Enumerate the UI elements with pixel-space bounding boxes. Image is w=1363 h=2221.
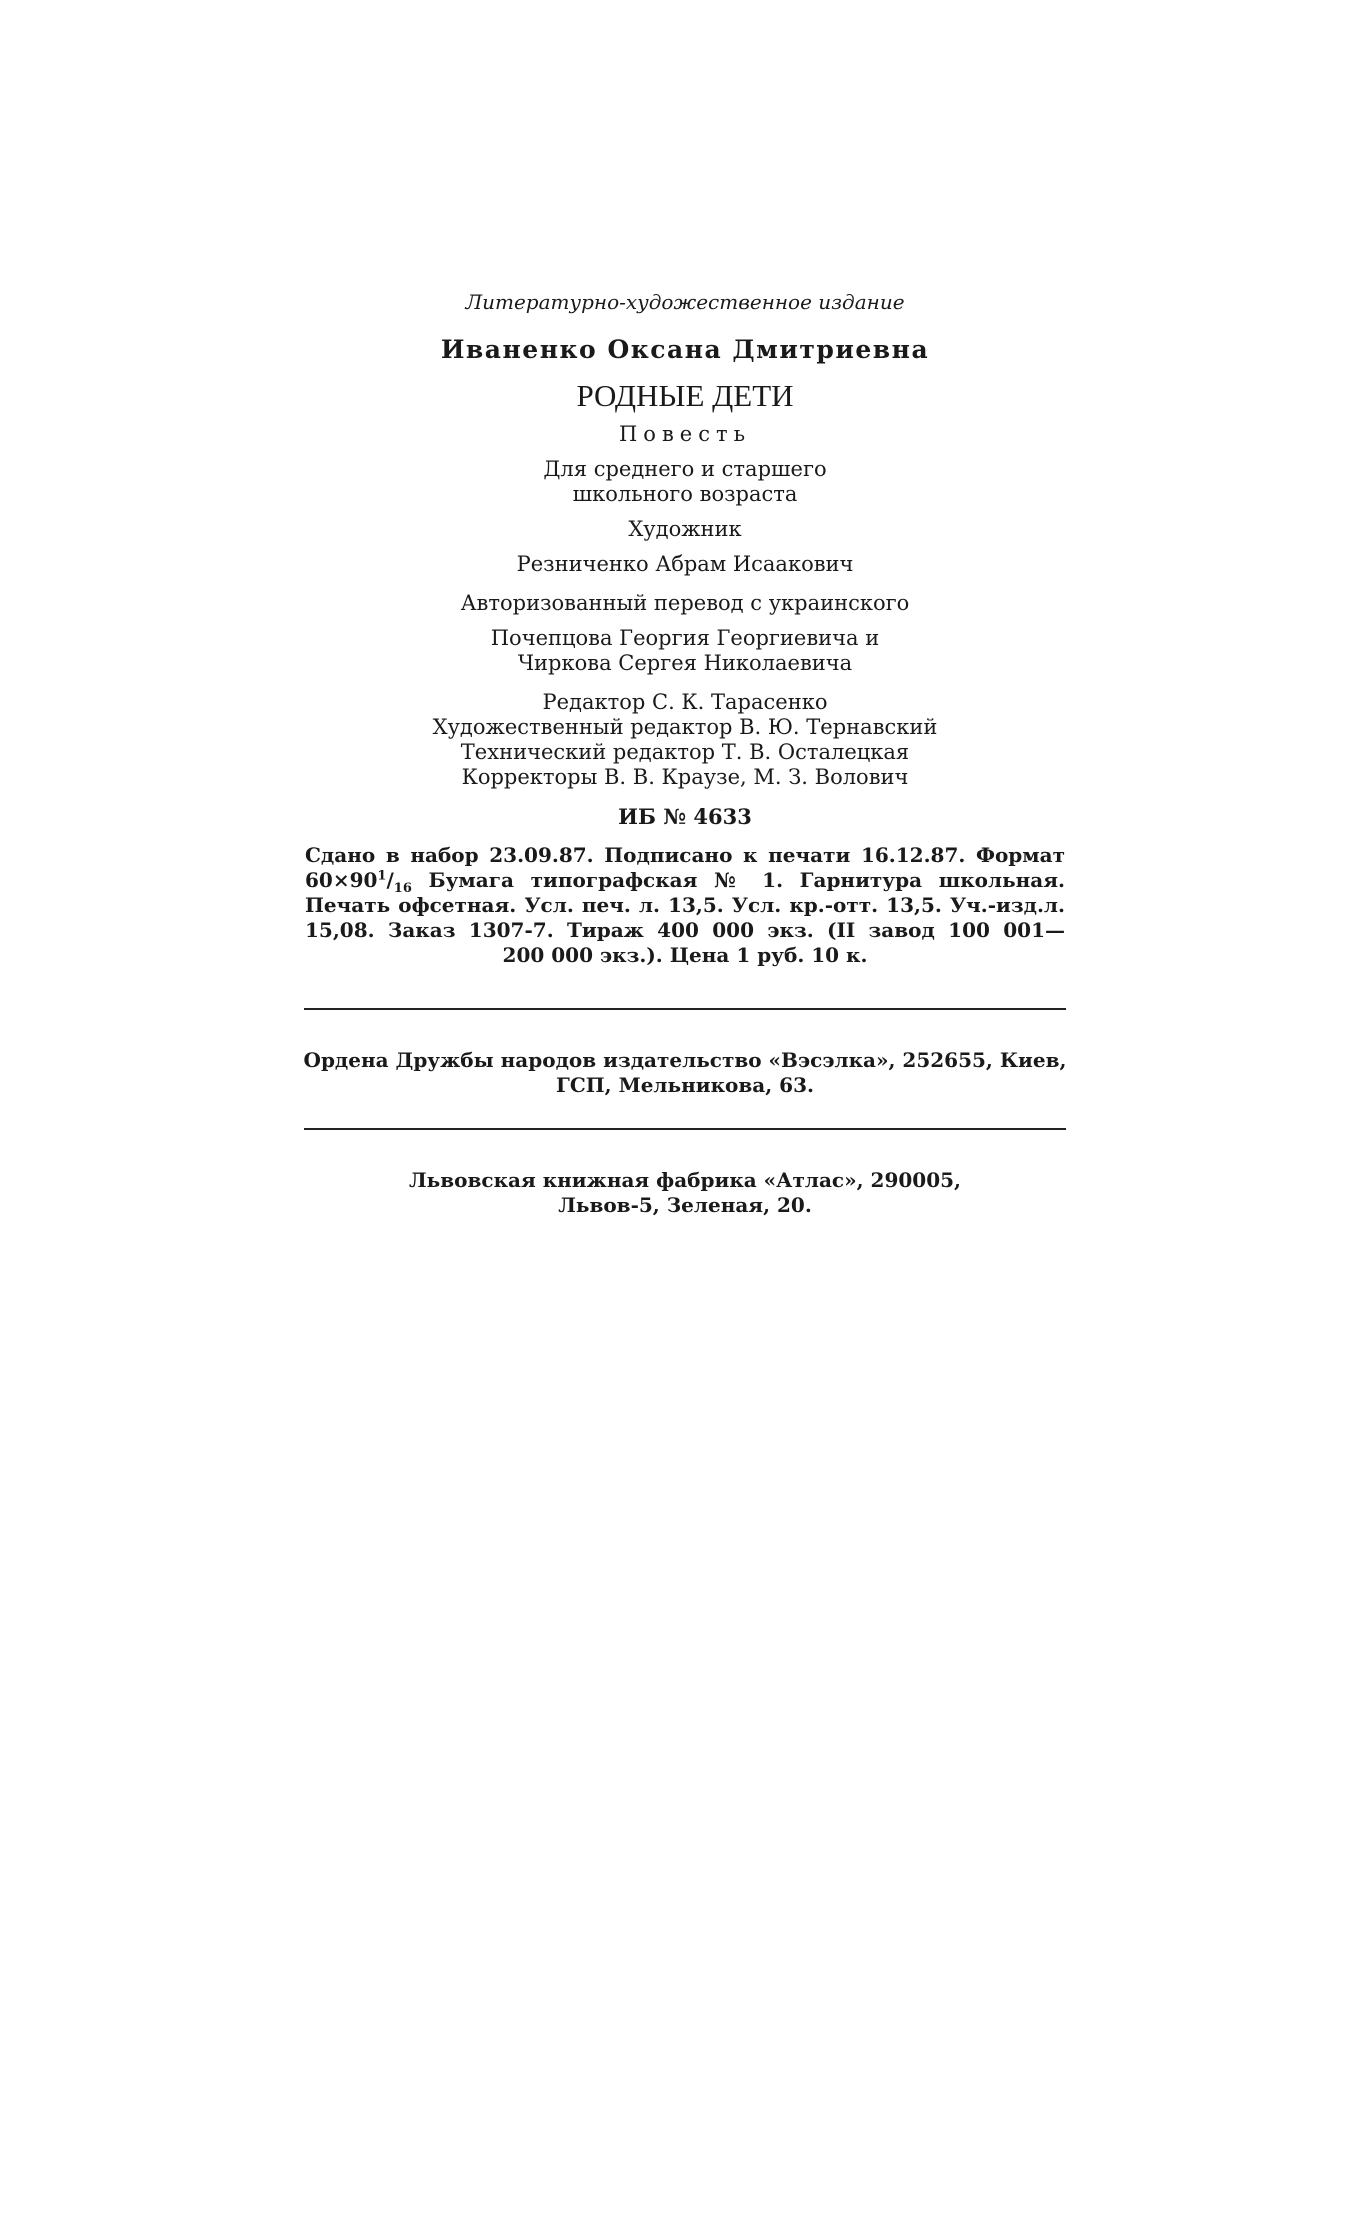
book-title: РОДНЫЕ ДЕТИ [576,378,794,413]
audience-line-1: Для среднего и старшего [543,457,827,481]
imprint-line-3: Печать офсетная. Усл. печ. л. 13,5. Усл. кр.-отт. 13,5. Уч.-изд.л. [305,893,1065,917]
artist-label: Художник [628,517,742,541]
imprint-line-2: $60\times 90^1/_{16}$ Бумага типографская № 1. Гарнитура школьная. [305,868,1065,896]
publisher-line-1: Ордена Дружбы народов издательство «Вэсэлка», 252655, Киев, [303,1048,1067,1072]
credit-tech-editor: Технический редактор Т. В. Осталецкая [460,740,910,764]
credit-editor: Редактор С. К. Тарасенко [542,690,828,714]
imprint-line-1: Сдано в набор 23.09.87. Подписано к печати 16.12.87. Формат [305,843,1065,867]
imprint-line-4: 15,08. Заказ 1307-7. Тираж 400 000 экз. (II завод 100 001— [305,918,1065,942]
format-denominator: 16 [393,881,412,896]
imprint-block [305,843,1065,968]
imprint-line-2-rest: Бумага типографская № 1. Гарнитура школьная. [411,868,1065,892]
divider-1 [304,1008,1066,1010]
translators-line-1: Почепцова Георгия Георгиевича и [490,626,880,650]
publisher-line-2: ГСП, Мельникова, 63. [556,1073,814,1097]
credit-art-editor: Художественный редактор В. Ю. Тернавский [432,715,938,739]
printer-block [300,1168,1070,1218]
colophon [300,290,1070,1218]
genre-label: Литературно-художественное издание [465,290,905,314]
format-numerator: 1 [377,868,387,884]
printer-line-2: Львов-5, Зеленая, 20. [558,1193,812,1217]
ib-number: ИБ № 4633 [618,804,752,829]
imprint-line-5: 200 000 экз.). Цена 1 руб. 10 к. [502,943,868,967]
translators-line-2: Чиркова Сергея Николаевича [517,651,853,675]
printer-line-1: Львовская книжная фабрика «Атлас», 290005, [409,1168,961,1192]
publisher-block [300,1048,1070,1098]
audience-line-2: школьного возраста [572,482,798,506]
author-name: Иваненко Оксана Дмитриевна [440,335,930,364]
translation-note: Авторизованный перевод с украинского [460,591,910,615]
artist-name: Резниченко Абрам Исаакович [516,552,854,576]
credit-proofreaders: Корректоры В. В. Краузе, М. З. Волович [461,765,909,789]
book-subtitle: Повесть [618,422,752,446]
divider-2 [304,1128,1066,1130]
format-base: 60×90 [305,868,378,892]
